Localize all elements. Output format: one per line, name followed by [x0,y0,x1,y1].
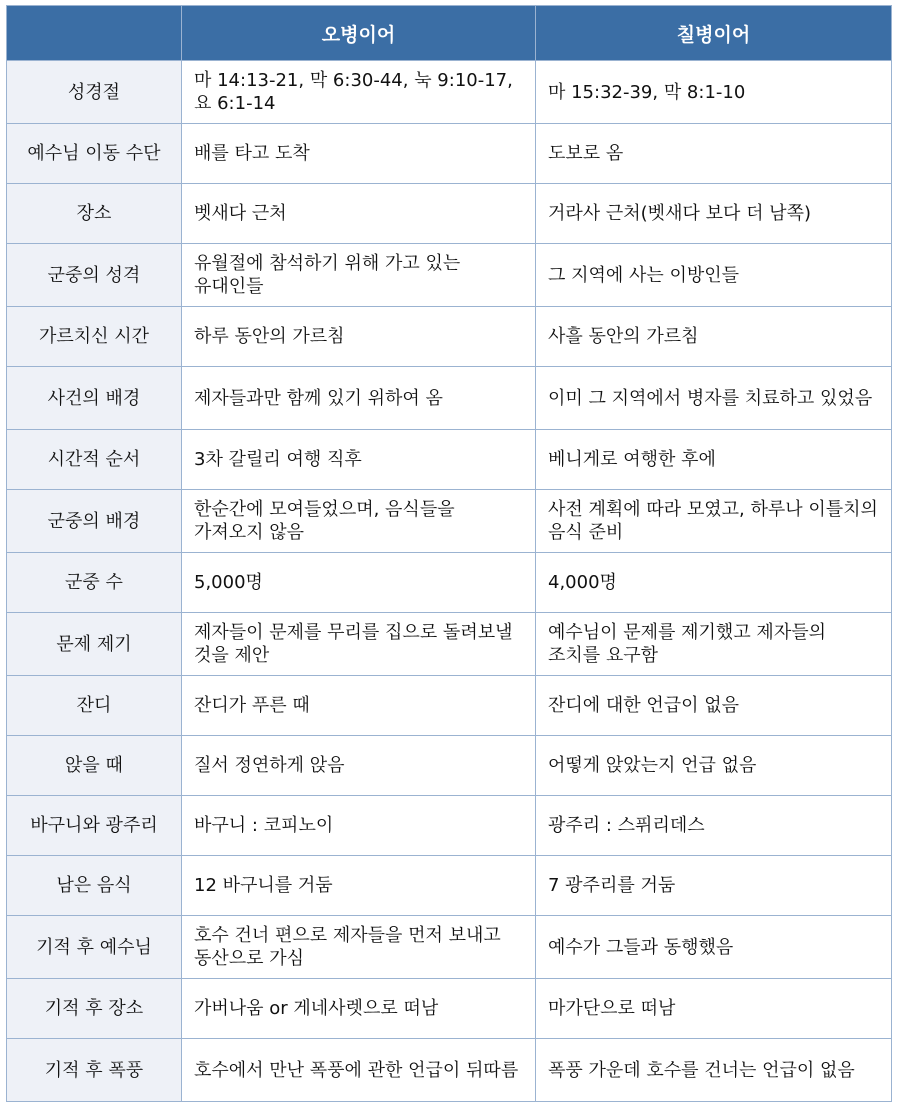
cell-obyeongieo: 제자들과만 함께 있기 위하여 옴 [182,367,536,430]
cell-chilbyeongieo: 예수님이 문제를 제기했고 제자들의 조치를 요구함 [536,613,892,676]
row-label: 사건의 배경 [7,367,182,430]
cell-obyeongieo: 하루 동안의 가르침 [182,307,536,367]
header-chilbyeongieo: 칠병이어 [536,6,892,61]
row-label: 군중의 성격 [7,244,182,307]
comparison-table [6,5,892,1102]
row-label: 앉을 때 [7,736,182,796]
row-label: 기적 후 장소 [7,979,182,1039]
cell-obyeongieo: 3차 갈릴리 여행 직후 [182,430,536,490]
row-label: 가르치신 시간 [7,307,182,367]
row-label: 군중의 배경 [7,490,182,553]
row-label: 잔디 [7,676,182,736]
comparison-table-wrapper [6,5,891,1102]
table-row [7,916,892,979]
cell-chilbyeongieo: 마가단으로 떠남 [536,979,892,1039]
cell-chilbyeongieo: 그 지역에 사는 이방인들 [536,244,892,307]
table-row [7,430,892,490]
row-label: 군중 수 [7,553,182,613]
cell-obyeongieo: 마 14:13-21, 막 6:30-44, 눅 9:10-17, 요 6:1-14 [182,61,536,124]
table-row [7,736,892,796]
row-label: 기적 후 폭풍 [7,1039,182,1102]
table-row [7,613,892,676]
cell-obyeongieo: 호수에서 만난 폭풍에 관한 언급이 뒤따름 [182,1039,536,1102]
cell-obyeongieo: 12 바구니를 거둠 [182,856,536,916]
cell-obyeongieo: 한순간에 모여들었으며, 음식들을 가져오지 않음 [182,490,536,553]
table-row [7,367,892,430]
table-row [7,244,892,307]
cell-chilbyeongieo: 어떻게 앉았는지 언급 없음 [536,736,892,796]
cell-obyeongieo: 호수 건너 편으로 제자들을 먼저 보내고 동산으로 가심 [182,916,536,979]
cell-chilbyeongieo: 사전 계획에 따라 모였고, 하루나 이틀치의 음식 준비 [536,490,892,553]
table-row [7,307,892,367]
cell-obyeongieo: 벳새다 근처 [182,184,536,244]
table-row [7,856,892,916]
row-label: 남은 음식 [7,856,182,916]
table-row [7,553,892,613]
cell-chilbyeongieo: 사흘 동안의 가르침 [536,307,892,367]
cell-chilbyeongieo: 거라사 근처(벳새다 보다 더 남쪽) [536,184,892,244]
cell-chilbyeongieo: 7 광주리를 거둠 [536,856,892,916]
cell-chilbyeongieo: 광주리 : 스퓌리데스 [536,796,892,856]
cell-obyeongieo: 잔디가 푸른 때 [182,676,536,736]
table-row [7,796,892,856]
table-row [7,1039,892,1102]
row-label: 성경절 [7,61,182,124]
cell-obyeongieo: 유월절에 참석하기 위해 가고 있는 유대인들 [182,244,536,307]
header-obyeongieo: 오병이어 [182,6,536,61]
cell-obyeongieo: 가버나움 or 게네사렛으로 떠남 [182,979,536,1039]
row-label: 장소 [7,184,182,244]
row-label: 문제 제기 [7,613,182,676]
cell-chilbyeongieo: 4,000명 [536,553,892,613]
table-row [7,184,892,244]
table-row [7,979,892,1039]
cell-chilbyeongieo: 도보로 옴 [536,124,892,184]
row-label: 바구니와 광주리 [7,796,182,856]
cell-chilbyeongieo: 이미 그 지역에서 병자를 치료하고 있었음 [536,367,892,430]
header-empty-cell [7,6,182,61]
table-row [7,61,892,124]
row-label: 기적 후 예수님 [7,916,182,979]
cell-chilbyeongieo: 폭풍 가운데 호수를 건너는 언급이 없음 [536,1039,892,1102]
row-label: 시간적 순서 [7,430,182,490]
cell-obyeongieo: 바구니 : 코피노이 [182,796,536,856]
cell-chilbyeongieo: 예수가 그들과 동행했음 [536,916,892,979]
cell-chilbyeongieo: 잔디에 대한 언급이 없음 [536,676,892,736]
cell-obyeongieo: 제자들이 문제를 무리를 집으로 돌려보낼 것을 제안 [182,613,536,676]
cell-chilbyeongieo: 마 15:32-39, 막 8:1-10 [536,61,892,124]
row-label: 예수님 이동 수단 [7,124,182,184]
cell-obyeongieo: 질서 정연하게 앉음 [182,736,536,796]
cell-obyeongieo: 5,000명 [182,553,536,613]
table-row [7,676,892,736]
table-row [7,490,892,553]
cell-chilbyeongieo: 베니게로 여행한 후에 [536,430,892,490]
header-row [7,6,892,61]
table-row [7,124,892,184]
cell-obyeongieo: 배를 타고 도착 [182,124,536,184]
